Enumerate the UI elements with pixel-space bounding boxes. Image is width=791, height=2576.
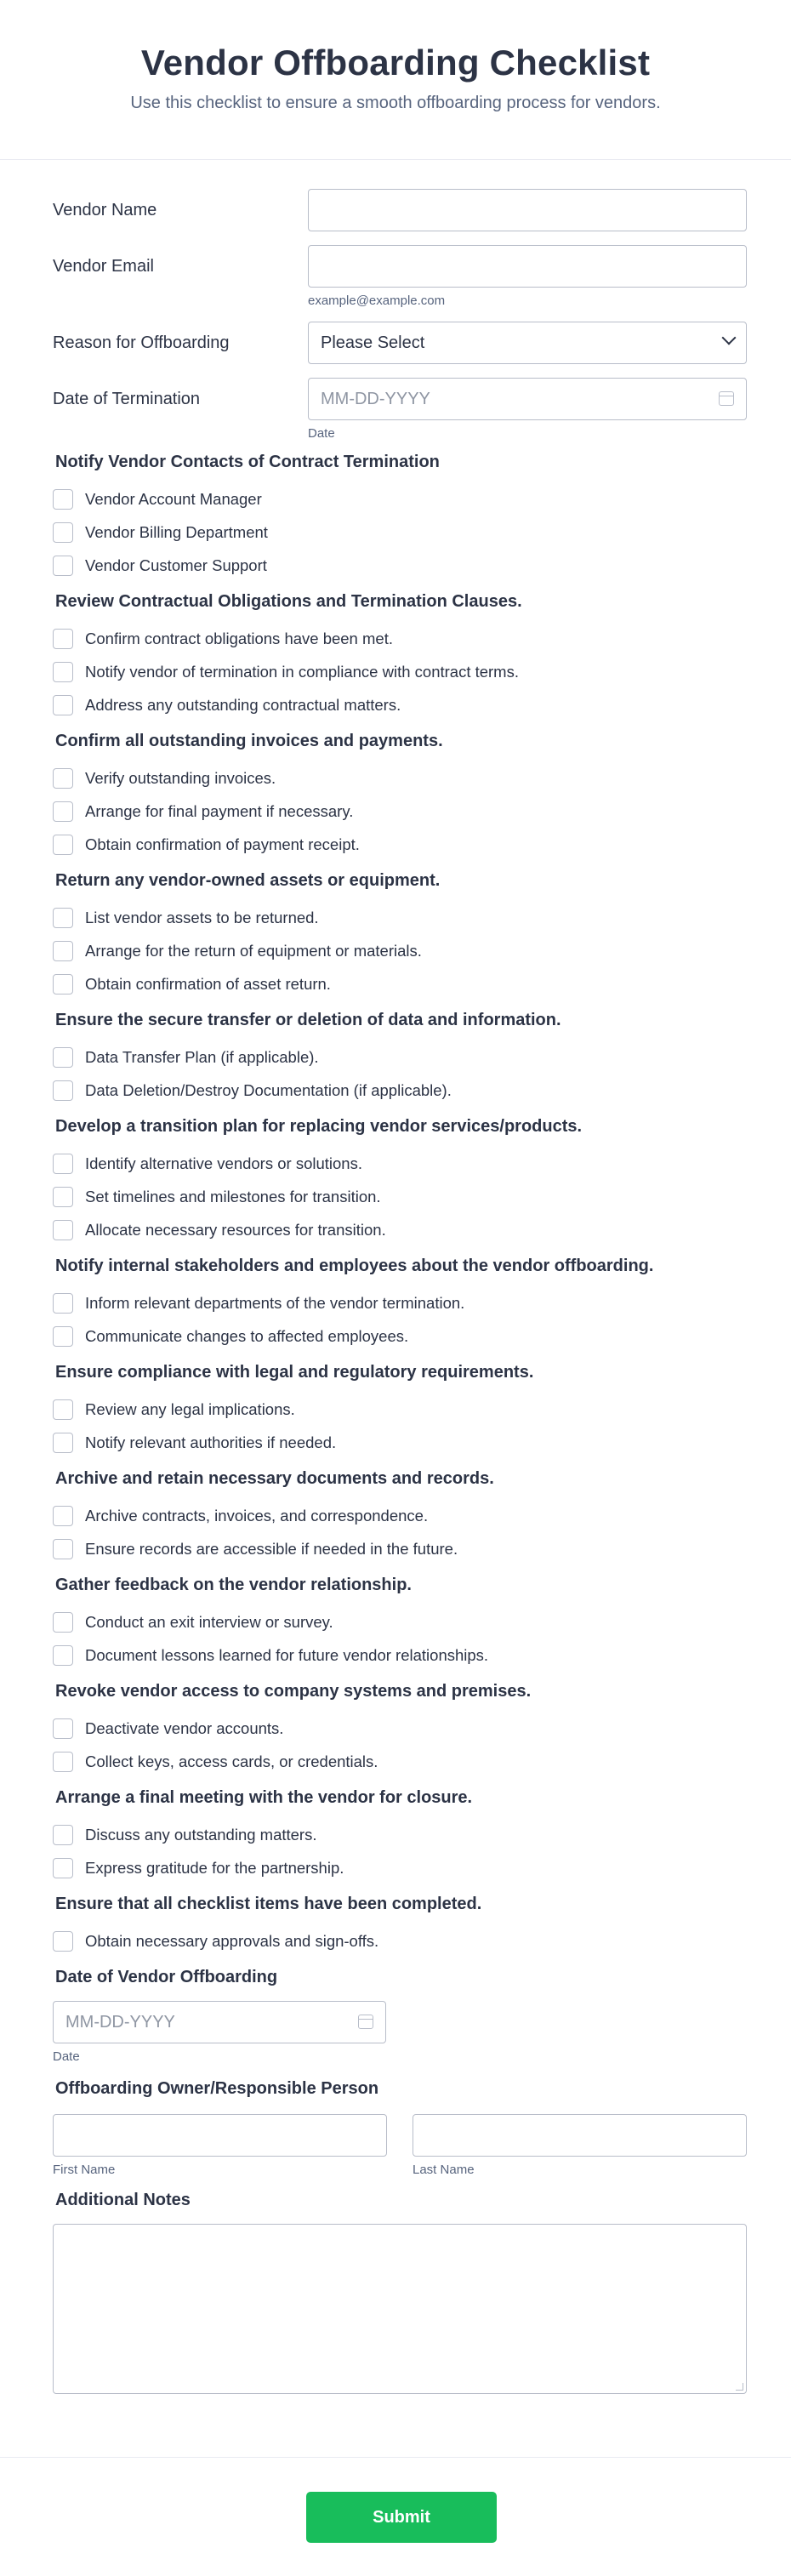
vendor-name-row: [53, 189, 747, 231]
calendar-icon[interactable]: [358, 2015, 373, 2029]
resize-handle-icon[interactable]: [736, 2383, 743, 2391]
checklist-item[interactable]: [53, 549, 747, 582]
reason-row: [53, 322, 747, 364]
form-title: Vendor Offboarding Checklist: [140, 43, 651, 83]
checkbox[interactable]: [53, 556, 73, 576]
offboarding-date-sublabel: Date: [53, 2049, 80, 2064]
termination-date-row: [53, 378, 747, 441]
termination-date-label: Date of Termination: [53, 390, 201, 408]
checklist-item[interactable]: [53, 1499, 747, 1532]
checkbox[interactable]: [53, 1293, 73, 1314]
checklist-item[interactable]: [53, 1818, 747, 1851]
checklist-item[interactable]: [53, 901, 747, 934]
checklist-item-label: Arrange for the return of equipment or materials.: [85, 941, 422, 960]
checklist-item[interactable]: [53, 1180, 747, 1213]
checklist-item-label: Obtain confirmation of asset return.: [85, 974, 331, 993]
checklist-item-label: List vendor assets to be returned.: [85, 908, 319, 926]
section-title: Ensure compliance with legal and regulatory requirements.: [55, 1363, 534, 1382]
checklist-item[interactable]: [53, 1426, 747, 1459]
checklist-item[interactable]: [53, 1924, 747, 1958]
vendor-email-label: Vendor Email: [53, 257, 154, 276]
reason-label: Reason for Offboarding: [53, 333, 230, 352]
checklist-item[interactable]: [53, 1040, 747, 1074]
last-name-sublabel: Last Name: [413, 2163, 475, 2177]
checklist-item-label: Ensure records are accessible if needed in the future.: [85, 1539, 458, 1558]
checkbox[interactable]: [53, 662, 73, 682]
checklist-item-label: Review any legal implications.: [85, 1399, 295, 1418]
checklist-item[interactable]: [53, 1319, 747, 1353]
checkbox[interactable]: [53, 1506, 73, 1526]
checklist-item-label: Vendor Account Manager: [85, 489, 262, 508]
checklist-item-label: Express gratitude for the partnership.: [85, 1858, 344, 1877]
owner-label: Offboarding Owner/Responsible Person: [55, 2079, 379, 2098]
reason-select[interactable]: [308, 322, 747, 364]
checkbox[interactable]: [53, 1612, 73, 1633]
form-footer: [0, 2457, 791, 2576]
checklist-item-label: Notify vendor of termination in compliance with contract terms.: [85, 662, 519, 681]
checklist-item-label: Identify alternative vendors or solutions.: [85, 1154, 362, 1172]
checklist-item-label: Conduct an exit interview or survey.: [85, 1612, 333, 1631]
checkbox[interactable]: [53, 522, 73, 543]
checkbox[interactable]: [53, 801, 73, 822]
checklist-item-label: Vendor Customer Support: [85, 556, 267, 574]
checkbox[interactable]: [53, 1433, 73, 1453]
checkbox[interactable]: [53, 1080, 73, 1101]
checklist-item-label: Archive contracts, invoices, and correspondence.: [85, 1506, 429, 1525]
checklist-item[interactable]: [53, 1638, 747, 1672]
calendar-icon[interactable]: [719, 391, 734, 406]
checkbox[interactable]: [53, 695, 73, 715]
checkbox[interactable]: [53, 1752, 73, 1772]
checklist-item[interactable]: [53, 1393, 747, 1426]
section-title: Archive and retain necessary documents and records.: [55, 1469, 494, 1488]
checklist-item[interactable]: [53, 967, 747, 1000]
form-subtitle: Use this checklist to ensure a smooth offboarding process for vendors.: [130, 94, 661, 112]
checklist-item[interactable]: [53, 482, 747, 516]
vendor-email-input[interactable]: [308, 245, 747, 288]
checklist-item-label: Allocate necessary resources for transition.: [85, 1220, 386, 1239]
checkbox[interactable]: [53, 835, 73, 855]
checklist-item-label: Deactivate vendor accounts.: [85, 1718, 284, 1737]
additional-notes-textarea[interactable]: [53, 2224, 747, 2394]
checklist-item[interactable]: [53, 795, 747, 828]
checkbox[interactable]: [53, 1326, 73, 1347]
owner-last-name-input[interactable]: [413, 2114, 747, 2157]
section-title: Revoke vendor access to company systems and premises.: [55, 1682, 532, 1701]
checklist-item-label: Notify relevant authorities if needed.: [85, 1433, 337, 1451]
termination-date-sublabel: Date: [308, 426, 335, 441]
checkbox[interactable]: [53, 908, 73, 928]
checklist-item[interactable]: [53, 688, 747, 721]
checklist-item[interactable]: [53, 1147, 747, 1180]
section-title: Notify Vendor Contacts of Contract Termination: [55, 453, 440, 471]
checkbox[interactable]: [53, 1220, 73, 1240]
offboarding-date-input[interactable]: MM-DD-YYYY: [53, 2001, 386, 2043]
checkbox[interactable]: [53, 1825, 73, 1845]
checklist-item-label: Discuss any outstanding matters.: [85, 1825, 317, 1844]
section-title: Notify internal stakeholders and employees about the vendor offboarding.: [55, 1257, 654, 1275]
checklist-item-label: Set timelines and milestones for transition.: [85, 1187, 381, 1205]
checkbox[interactable]: [53, 768, 73, 789]
section-title: Confirm all outstanding invoices and payments.: [55, 732, 443, 750]
checklist-item-label: Arrange for final payment if necessary.: [85, 801, 354, 820]
vendor-email-row: [53, 245, 747, 308]
section-title: Arrange a final meeting with the vendor for closure.: [55, 1788, 473, 1807]
checklist-item[interactable]: [53, 1605, 747, 1638]
checklist-item[interactable]: [53, 1532, 747, 1565]
checkbox[interactable]: [53, 1858, 73, 1878]
vendor-email-sublabel: example@example.com: [308, 294, 446, 308]
offboarding-date-label: Date of Vendor Offboarding: [55, 1968, 278, 1986]
checkbox[interactable]: [53, 1718, 73, 1739]
checklist-item[interactable]: [53, 1286, 747, 1319]
checklist-item-label: Data Transfer Plan (if applicable).: [85, 1047, 319, 1066]
checklist-item-label: Inform relevant departments of the vendor termination.: [85, 1293, 465, 1312]
submit-button[interactable]: Submit: [306, 2492, 497, 2543]
checklist-item[interactable]: [53, 1745, 747, 1778]
checklist-item-label: Verify outstanding invoices.: [85, 768, 276, 787]
checkbox[interactable]: [53, 1187, 73, 1207]
section-title: Return any vendor-owned assets or equipment.: [55, 871, 441, 890]
checkbox[interactable]: [53, 1931, 73, 1952]
chevron-down-icon: [722, 331, 737, 345]
section-title: Review Contractual Obligations and Termination Clauses.: [55, 592, 522, 611]
vendor-name-input[interactable]: [308, 189, 747, 231]
checklist-item-label: Confirm contract obligations have been met.: [85, 629, 393, 647]
termination-date-input[interactable]: MM-DD-YYYY: [308, 378, 747, 420]
checkbox[interactable]: [53, 1154, 73, 1174]
checklist-item[interactable]: [53, 1213, 747, 1246]
checkbox[interactable]: [53, 1645, 73, 1666]
vendor-name-label: Vendor Name: [53, 201, 157, 219]
form-header: [0, 0, 791, 160]
checklist-item-label: Document lessons learned for future vendor relationships.: [85, 1645, 489, 1664]
checkbox[interactable]: [53, 1047, 73, 1068]
checklist-item-label: Vendor Billing Department: [85, 522, 268, 541]
checklist-item-label: Address any outstanding contractual matters.: [85, 695, 401, 714]
checklist-item-label: Data Deletion/Destroy Documentation (if applicable).: [85, 1080, 452, 1099]
checklist-item[interactable]: [53, 828, 747, 861]
checklist-item[interactable]: [53, 934, 747, 967]
checkbox[interactable]: [53, 1539, 73, 1559]
owner-first-name-input[interactable]: [53, 2114, 387, 2157]
checkbox[interactable]: [53, 1399, 73, 1420]
checklist-item[interactable]: [53, 622, 747, 655]
section-title: Gather feedback on the vendor relationship.: [55, 1576, 412, 1594]
checklist-item[interactable]: [53, 516, 747, 549]
section-title: Ensure that all checklist items have been completed.: [55, 1895, 482, 1913]
first-name-sublabel: First Name: [53, 2163, 116, 2177]
checklist-item-label: Communicate changes to affected employees.: [85, 1326, 409, 1345]
section-title: Develop a transition plan for replacing vendor services/products.: [55, 1117, 583, 1136]
checkbox[interactable]: [53, 941, 73, 961]
checklist-item[interactable]: [53, 1712, 747, 1745]
checkbox[interactable]: [53, 489, 73, 510]
checklist-item-label: Obtain necessary approvals and sign-offs.: [85, 1931, 379, 1950]
checkbox[interactable]: [53, 629, 73, 649]
checklist-item[interactable]: [53, 761, 747, 795]
checklist-sections: [53, 453, 747, 1968]
checklist-item-label: Collect keys, access cards, or credentials.: [85, 1752, 378, 1770]
checklist-item[interactable]: [53, 1074, 747, 1107]
notes-label: Additional Notes: [55, 2191, 191, 2209]
reason-selected-value: Please Select: [321, 333, 425, 352]
checkbox[interactable]: [53, 974, 73, 994]
checklist-item[interactable]: [53, 655, 747, 688]
checklist-item-label: Obtain confirmation of payment receipt.: [85, 835, 360, 853]
section-title: Ensure the secure transfer or deletion of data and information.: [55, 1011, 561, 1029]
form-body: [0, 160, 791, 2394]
checklist-item[interactable]: [53, 1851, 747, 1884]
